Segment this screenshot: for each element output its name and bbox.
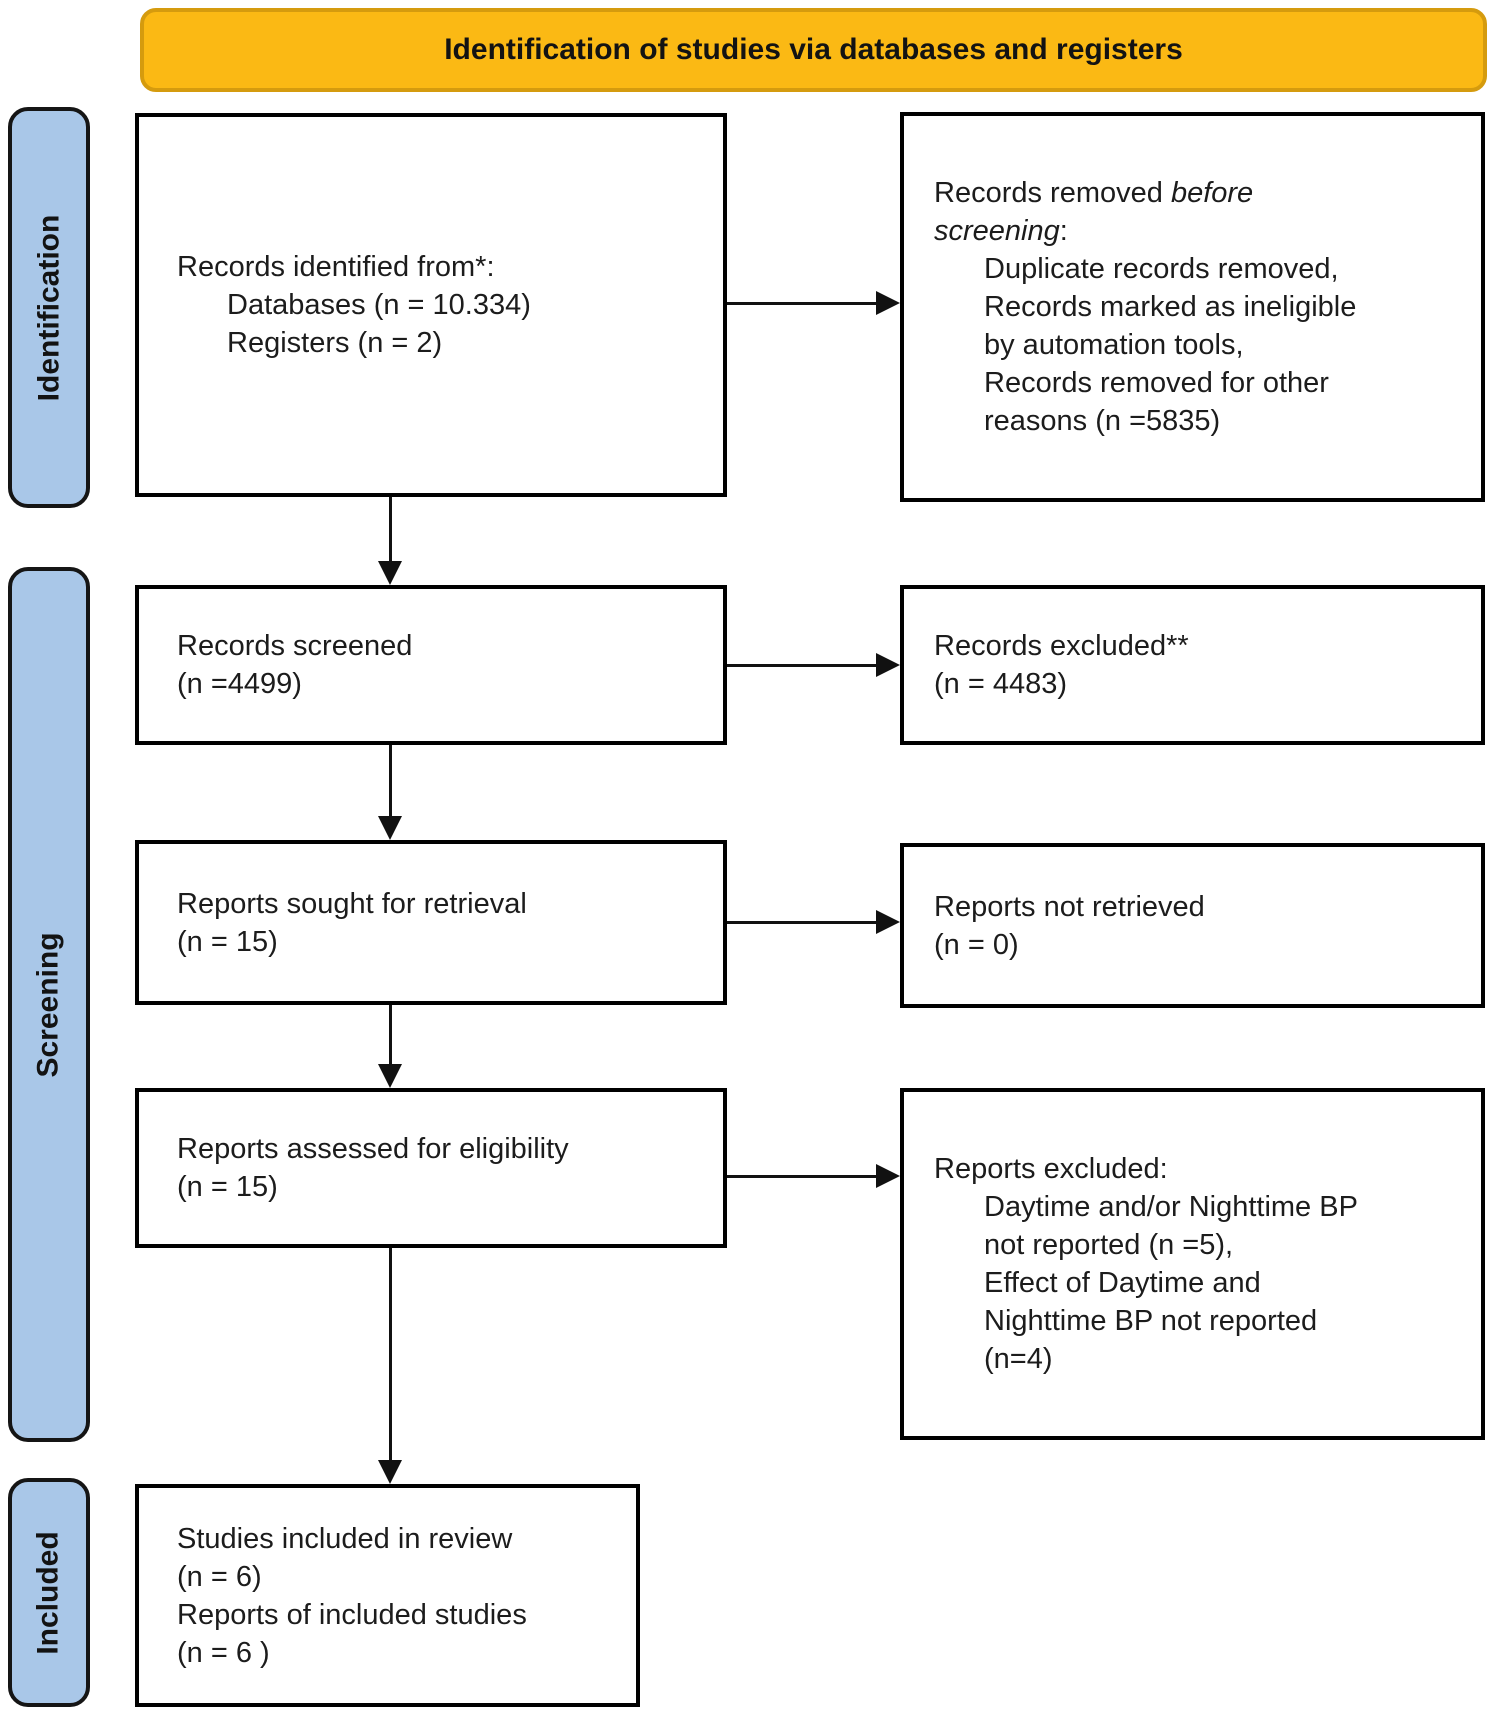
arrow-right-3-head — [876, 910, 900, 934]
arrow-right-1-head — [876, 291, 900, 315]
text-line: Effect of Daytime and — [984, 1267, 1261, 1299]
arrow-down-3-line — [389, 1005, 392, 1064]
text-line: Records identified from*: — [177, 251, 495, 283]
text-line: Duplicate records removed, — [984, 253, 1339, 285]
text-line: (n = 6) — [177, 1560, 262, 1593]
diagram-title: Identification of studies via databases and registers — [444, 33, 1183, 66]
title-banner — [140, 8, 1487, 92]
text-line: Records removed for other — [984, 367, 1329, 399]
stage-included-label: Included — [32, 1530, 65, 1655]
arrow-right-3-line — [727, 921, 876, 924]
box-reports-not-retrieved — [900, 843, 1485, 1008]
arrow-right-4-line — [727, 1175, 876, 1178]
arrow-down-3-head — [378, 1064, 402, 1088]
stage-screening-label: Screening — [32, 931, 65, 1078]
box-records-removed — [900, 112, 1485, 502]
arrow-right-4-head — [876, 1164, 900, 1188]
stage-identification — [8, 107, 90, 508]
arrow-down-4-head — [378, 1460, 402, 1484]
text-line: Records excluded** — [934, 630, 1189, 662]
text-line: screening: — [934, 215, 1068, 247]
box-records-excluded — [900, 585, 1485, 745]
stage-screening — [8, 567, 90, 1442]
box-reports-excluded — [900, 1088, 1485, 1440]
arrow-down-4-line — [389, 1248, 392, 1460]
text-line: Daytime and/or Nighttime BP — [984, 1191, 1358, 1223]
arrow-down-2-line — [389, 745, 392, 816]
text-line: not reported (n =5), — [984, 1229, 1234, 1261]
text-line: (n=4) — [984, 1343, 1053, 1375]
arrow-right-2-line — [727, 664, 876, 667]
text-line: Registers (n = 2) — [227, 327, 443, 359]
text-line: Records removed before — [934, 177, 1254, 209]
arrow-right-1-line — [727, 302, 876, 305]
text-line: by automation tools, — [984, 329, 1244, 361]
arrow-down-1-head — [378, 561, 402, 585]
stage-identification-label: Identification — [32, 214, 66, 401]
stage-included — [8, 1478, 90, 1707]
text-line: Reports of included studies — [177, 1598, 527, 1631]
box-records-screened — [135, 585, 727, 745]
text-line: Reports not retrieved — [934, 890, 1205, 923]
box-studies-included — [135, 1484, 640, 1707]
box-reports-sought — [135, 840, 727, 1005]
box-records-identified — [135, 113, 727, 497]
text-line: Nighttime BP not reported — [984, 1305, 1318, 1337]
text-line: (n = 15) — [177, 925, 278, 958]
text-line: (n =4499) — [177, 668, 302, 700]
text-line: (n = 4483) — [934, 668, 1068, 700]
text-line: Reports sought for retrieval — [177, 887, 527, 920]
text-line: Records screened — [177, 630, 413, 662]
arrow-down-2-head — [378, 816, 402, 840]
text-line: Reports assessed for eligibility — [177, 1133, 569, 1165]
text-line: reasons (n =5835) — [984, 405, 1221, 437]
arrow-right-2-head — [876, 653, 900, 677]
text-line: (n = 6 ) — [177, 1636, 270, 1669]
text-line: (n = 0) — [934, 928, 1019, 961]
arrow-down-1-line — [389, 497, 392, 561]
text-line: Studies included in review — [177, 1522, 513, 1555]
text-line: (n = 15) — [177, 1171, 278, 1203]
text-line: Reports excluded: — [934, 1153, 1168, 1185]
box-reports-assessed — [135, 1088, 727, 1248]
text-line: Records marked as ineligible — [984, 291, 1357, 323]
text-line: Databases (n = 10.334) — [227, 289, 531, 321]
